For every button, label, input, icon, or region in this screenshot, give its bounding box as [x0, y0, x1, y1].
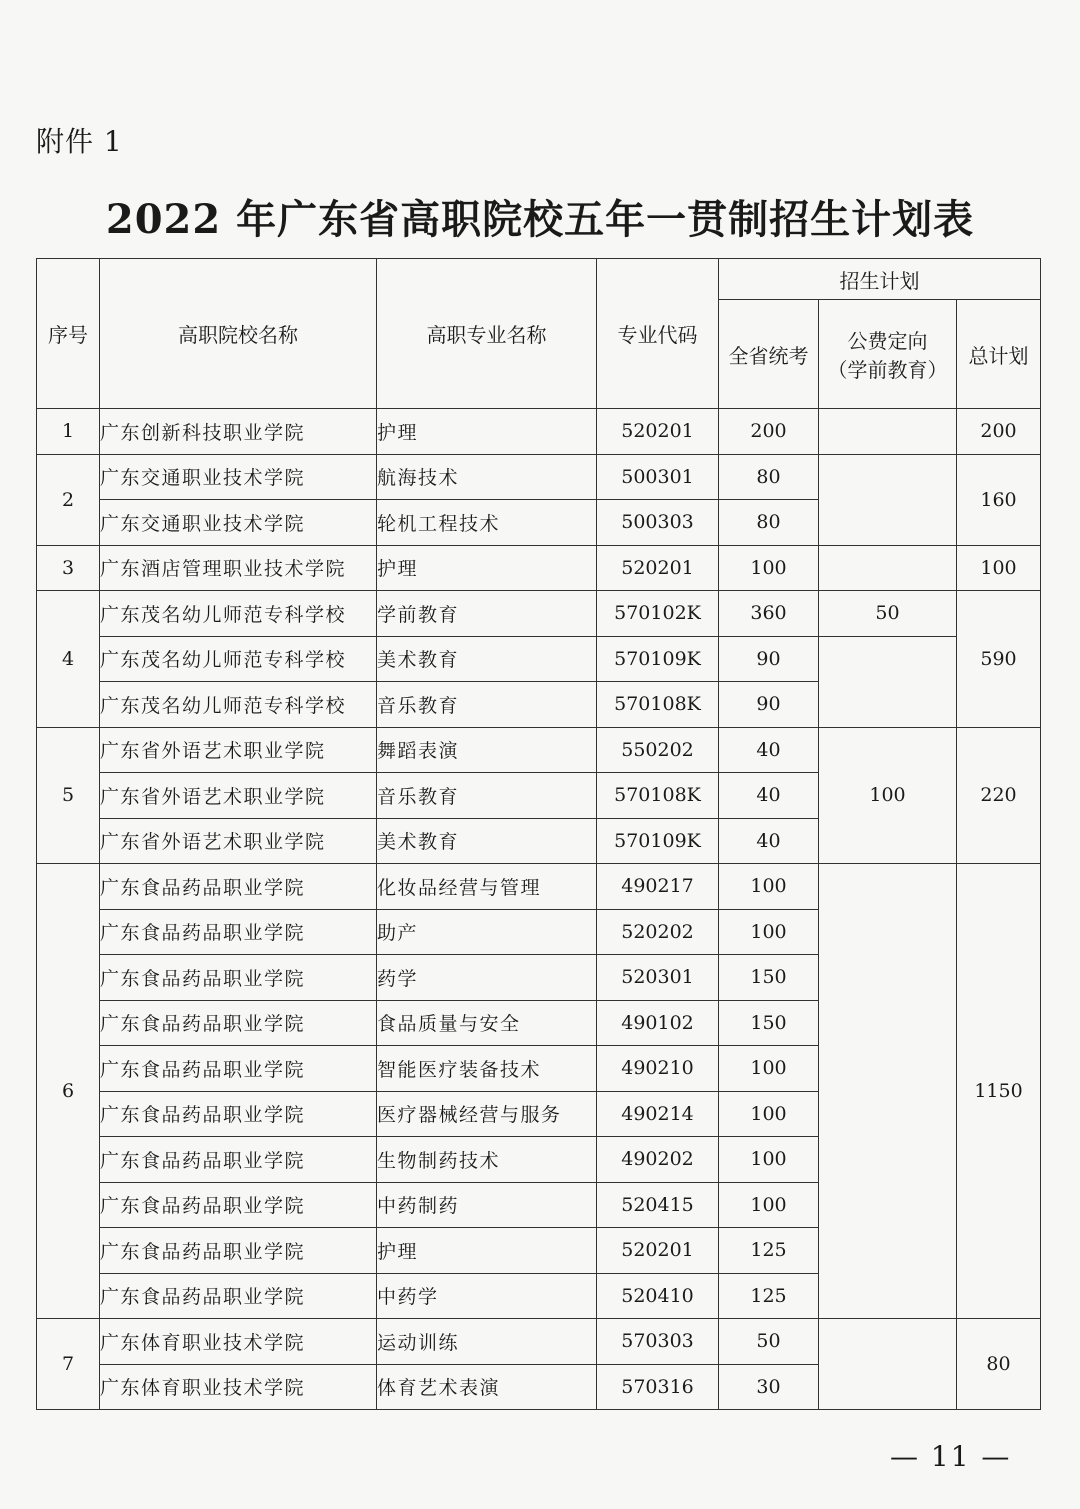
public-cell [819, 636, 957, 727]
school-cell: 广东食品药品职业学院 [100, 955, 377, 1001]
school-cell: 广东食品药品职业学院 [100, 1137, 377, 1183]
unified-cell: 80 [719, 500, 819, 546]
unified-cell: 80 [719, 454, 819, 500]
header-public-line2: （学前教育） [827, 358, 948, 382]
school-cell: 广东茂名幼儿师范专科学校 [100, 682, 377, 728]
total-cell: 590 [957, 591, 1041, 728]
major-cell: 中药制药 [377, 1182, 597, 1228]
code-cell: 520201 [597, 1228, 719, 1274]
code-cell: 570109K [597, 818, 719, 864]
major-cell: 护理 [377, 545, 597, 591]
major-cell: 药学 [377, 955, 597, 1001]
header-public-line1: 公费定向 [847, 329, 928, 353]
major-cell: 体育艺术表演 [377, 1364, 597, 1410]
unified-cell: 50 [719, 1319, 819, 1365]
unified-cell: 125 [719, 1228, 819, 1274]
unified-cell: 40 [719, 818, 819, 864]
table-row [37, 409, 1041, 455]
unified-cell: 90 [719, 636, 819, 682]
table-row [37, 454, 1041, 500]
table-row [37, 545, 1041, 591]
major-cell: 医疗器械经营与服务 [377, 1091, 597, 1137]
seq-cell: 2 [37, 454, 100, 545]
table-row [37, 1319, 1041, 1365]
code-cell: 550202 [597, 727, 719, 773]
table-row [37, 636, 1041, 682]
total-cell: 80 [957, 1319, 1041, 1410]
public-cell [819, 454, 957, 545]
unified-cell: 125 [719, 1273, 819, 1319]
major-cell: 美术教育 [377, 818, 597, 864]
unified-cell: 100 [719, 545, 819, 591]
major-cell: 护理 [377, 1228, 597, 1274]
code-cell: 520415 [597, 1182, 719, 1228]
major-cell: 美术教育 [377, 636, 597, 682]
public-cell: 100 [819, 727, 957, 864]
table-row [37, 591, 1041, 637]
code-cell: 490217 [597, 864, 719, 910]
code-cell: 520201 [597, 409, 719, 455]
header-major: 高职专业名称 [377, 259, 597, 409]
unified-cell: 40 [719, 773, 819, 819]
seq-cell: 5 [37, 727, 100, 864]
document-title: 2022 年广东省高职院校五年一贯制招生计划表 [105, 196, 975, 243]
unified-cell: 100 [719, 1137, 819, 1183]
major-cell: 轮机工程技术 [377, 500, 597, 546]
school-cell: 广东省外语艺术职业学院 [100, 773, 377, 819]
code-cell: 520410 [597, 1273, 719, 1319]
school-cell: 广东食品药品职业学院 [100, 1091, 377, 1137]
code-cell: 520201 [597, 545, 719, 591]
major-cell: 生物制药技术 [377, 1137, 597, 1183]
unified-cell: 100 [719, 864, 819, 910]
unified-cell: 30 [719, 1364, 819, 1410]
code-cell: 500301 [597, 454, 719, 500]
school-cell: 广东食品药品职业学院 [100, 864, 377, 910]
code-cell: 570108K [597, 682, 719, 728]
school-cell: 广东茂名幼儿师范专科学校 [100, 591, 377, 637]
public-cell [819, 409, 957, 455]
total-cell: 160 [957, 454, 1041, 545]
seq-cell: 6 [37, 864, 100, 1319]
school-cell: 广东食品药品职业学院 [100, 1000, 377, 1046]
code-cell: 520202 [597, 909, 719, 955]
code-cell: 490214 [597, 1091, 719, 1137]
enrollment-plan-table [36, 258, 1041, 1410]
major-cell: 音乐教育 [377, 682, 597, 728]
header-total: 总计划 [957, 300, 1041, 409]
total-cell: 100 [957, 545, 1041, 591]
major-cell: 化妆品经营与管理 [377, 864, 597, 910]
school-cell: 广东省外语艺术职业学院 [100, 818, 377, 864]
seq-cell: 3 [37, 545, 100, 591]
unified-cell: 150 [719, 1000, 819, 1046]
code-cell: 570316 [597, 1364, 719, 1410]
school-cell: 广东交通职业技术学院 [100, 500, 377, 546]
code-cell: 570109K [597, 636, 719, 682]
total-cell: 220 [957, 727, 1041, 864]
unified-cell: 100 [719, 1182, 819, 1228]
seq-cell: 7 [37, 1319, 100, 1410]
header-seq: 序号 [37, 259, 100, 409]
code-cell: 490202 [597, 1137, 719, 1183]
code-cell: 570108K [597, 773, 719, 819]
table-row [37, 864, 1041, 910]
major-cell: 助产 [377, 909, 597, 955]
unified-cell: 90 [719, 682, 819, 728]
header-code: 专业代码 [597, 259, 719, 409]
major-cell: 学前教育 [377, 591, 597, 637]
code-cell: 500303 [597, 500, 719, 546]
school-cell: 广东创新科技职业学院 [100, 409, 377, 455]
total-cell: 1150 [957, 864, 1041, 1319]
header-unified: 全省统考 [719, 300, 819, 409]
unified-cell: 100 [719, 909, 819, 955]
school-cell: 广东茂名幼儿师范专科学校 [100, 636, 377, 682]
header-school: 高职院校名称 [100, 259, 377, 409]
major-cell: 运动训练 [377, 1319, 597, 1365]
total-cell: 200 [957, 409, 1041, 455]
school-cell: 广东食品药品职业学院 [100, 1228, 377, 1274]
unified-cell: 360 [719, 591, 819, 637]
school-cell: 广东体育职业技术学院 [100, 1319, 377, 1365]
school-cell: 广东酒店管理职业技术学院 [100, 545, 377, 591]
major-cell: 食品质量与安全 [377, 1000, 597, 1046]
code-cell: 490210 [597, 1046, 719, 1092]
unified-cell: 100 [719, 1046, 819, 1092]
code-cell: 490102 [597, 1000, 719, 1046]
public-cell [819, 1319, 957, 1410]
unified-cell: 40 [719, 727, 819, 773]
major-cell: 音乐教育 [377, 773, 597, 819]
school-cell: 广东食品药品职业学院 [100, 1046, 377, 1092]
code-cell: 570102K [597, 591, 719, 637]
table-body [37, 409, 1041, 1410]
major-cell: 护理 [377, 409, 597, 455]
public-cell: 50 [819, 591, 957, 637]
school-cell: 广东体育职业技术学院 [100, 1364, 377, 1410]
attachment-label: 附件 1 [36, 125, 123, 158]
major-cell: 中药学 [377, 1273, 597, 1319]
code-cell: 570303 [597, 1319, 719, 1365]
unified-cell: 150 [719, 955, 819, 1001]
table-row [37, 727, 1041, 773]
school-cell: 广东食品药品职业学院 [100, 1182, 377, 1228]
school-cell: 广东交通职业技术学院 [100, 454, 377, 500]
major-cell: 航海技术 [377, 454, 597, 500]
unified-cell: 200 [719, 409, 819, 455]
unified-cell: 100 [719, 1091, 819, 1137]
seq-cell: 1 [37, 409, 100, 455]
header-public [819, 300, 957, 409]
page-number: — 11 — [890, 1440, 1012, 1473]
school-cell: 广东省外语艺术职业学院 [100, 727, 377, 773]
code-cell: 520301 [597, 955, 719, 1001]
major-cell: 智能医疗装备技术 [377, 1046, 597, 1092]
seq-cell: 4 [37, 591, 100, 728]
school-cell: 广东食品药品职业学院 [100, 909, 377, 955]
public-cell [819, 545, 957, 591]
public-cell [819, 864, 957, 1319]
major-cell: 舞蹈表演 [377, 727, 597, 773]
header-plan-group: 招生计划 [719, 259, 1041, 300]
school-cell: 广东食品药品职业学院 [100, 1273, 377, 1319]
